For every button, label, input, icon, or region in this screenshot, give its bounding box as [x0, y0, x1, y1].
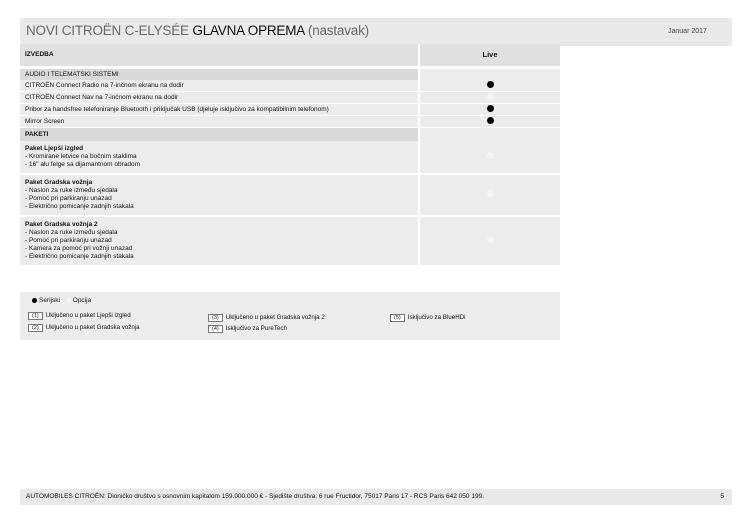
table-row	[20, 80, 560, 92]
note-number: (1)	[28, 312, 43, 320]
note-text: Uključeno u paket Gradska vožnja 2	[225, 314, 325, 321]
legend-keys	[32, 297, 91, 304]
audio-section-heading: AUDIO I TELEMATSKI SISTEMI	[20, 69, 418, 80]
package-feature: - Električno pomicanje zadnjih stakala	[25, 203, 134, 210]
document-date: Januar 2017	[668, 28, 707, 35]
title-suffix: (nastavak)	[304, 23, 369, 38]
table-row	[20, 92, 560, 104]
standard-dot-icon	[487, 117, 494, 124]
package-feature: - Kromirane letvice na bočnim staklima	[25, 153, 137, 160]
package-row	[20, 217, 560, 267]
table-header-row	[20, 44, 560, 66]
option-dot-icon	[487, 190, 494, 197]
legend-standard-label: Serijski	[39, 297, 60, 304]
page-footer	[20, 489, 732, 505]
page-number: 5	[720, 493, 724, 500]
standard-dot-icon	[487, 105, 494, 112]
standard-dot-icon	[32, 298, 37, 303]
note-text: Isključivo za PureTech	[225, 325, 287, 332]
package-name: Paket Gradska vožnja	[25, 179, 93, 186]
packages-section-row	[20, 128, 560, 141]
note-number: (2)	[28, 324, 43, 332]
legend-note	[390, 314, 466, 322]
packages-section-heading: PAKETI	[20, 128, 418, 141]
legend-option-label: Opcija	[72, 297, 92, 304]
feature-label: CITROËN Connect Radio na 7-inčnom ekranu na dodir	[20, 80, 418, 92]
note-text: Isključivo za BlueHDi	[407, 314, 466, 321]
package-feature: - 16" alu felge sa dijamantnom obradom	[25, 161, 141, 168]
equipment-table	[20, 44, 560, 267]
package-feature: - Kamera za pomoć pri vožnji unazad	[25, 245, 133, 252]
legend-note	[208, 314, 325, 322]
audio-section-row	[20, 69, 560, 80]
legal-notice: AUTOMOBILES CITROËN: Dioničko društvo s osnovnim kapitalom 159.000.000 € - Sjedište društva: 6 rue Fructidor, 75017 Paris 17 - RCS Paris 642 050 199.	[26, 493, 484, 500]
note-number: (4)	[208, 325, 223, 333]
note-text: Uključeno u paket Ljepši izgled	[45, 312, 131, 319]
legend-box	[20, 292, 560, 340]
feature-label: CITROËN Connect Nav na 7-inčnom ekranu na dodir	[20, 92, 418, 104]
legend-note	[208, 325, 287, 333]
legend-note	[28, 324, 140, 332]
option-dot-icon	[487, 93, 494, 100]
package-feature: - Naslon za ruke između sjedala	[25, 187, 118, 194]
option-dot-icon	[487, 152, 494, 159]
package-feature: - Električno pomicanje zadnjih stakala	[25, 253, 134, 260]
package-row	[20, 141, 560, 175]
option-dot-icon	[66, 298, 71, 303]
package-feature: - Pomoć pri parkiranju unazad	[25, 237, 112, 244]
title-model: NOVI CITROËN C-ELYSÉE	[26, 23, 193, 38]
page-header	[0, 18, 749, 46]
package-row	[20, 175, 560, 217]
note-number: (5)	[390, 314, 405, 322]
title-main: GLAVNA OPREMA	[192, 23, 305, 38]
legend-note	[28, 312, 131, 320]
version-heading: Live	[418, 44, 560, 66]
package-feature: - Pomoć pri parkiranju unazad	[25, 195, 112, 202]
table-row	[20, 104, 560, 116]
option-dot-icon	[487, 236, 494, 243]
package-name: Paket Gradska vožnja 2	[25, 221, 98, 228]
package-feature: - Naslon za ruke između sjedala	[25, 229, 118, 236]
package-name: Paket Ljepši izgled	[25, 145, 84, 152]
note-number: (3)	[208, 314, 223, 322]
feature-label: Mirror Screen	[20, 116, 418, 128]
note-text: Uključeno u paket Gradska vožnja	[45, 324, 140, 331]
standard-dot-icon	[487, 81, 494, 88]
column-heading: IZVEDBA	[20, 44, 418, 66]
table-row	[20, 116, 560, 128]
feature-label: Pribor za handsfree telefoniranje Bluetooth i priključak USB (djeluje isključivo za kompatibilnim telefonom)	[20, 104, 418, 116]
page-title	[26, 23, 369, 38]
